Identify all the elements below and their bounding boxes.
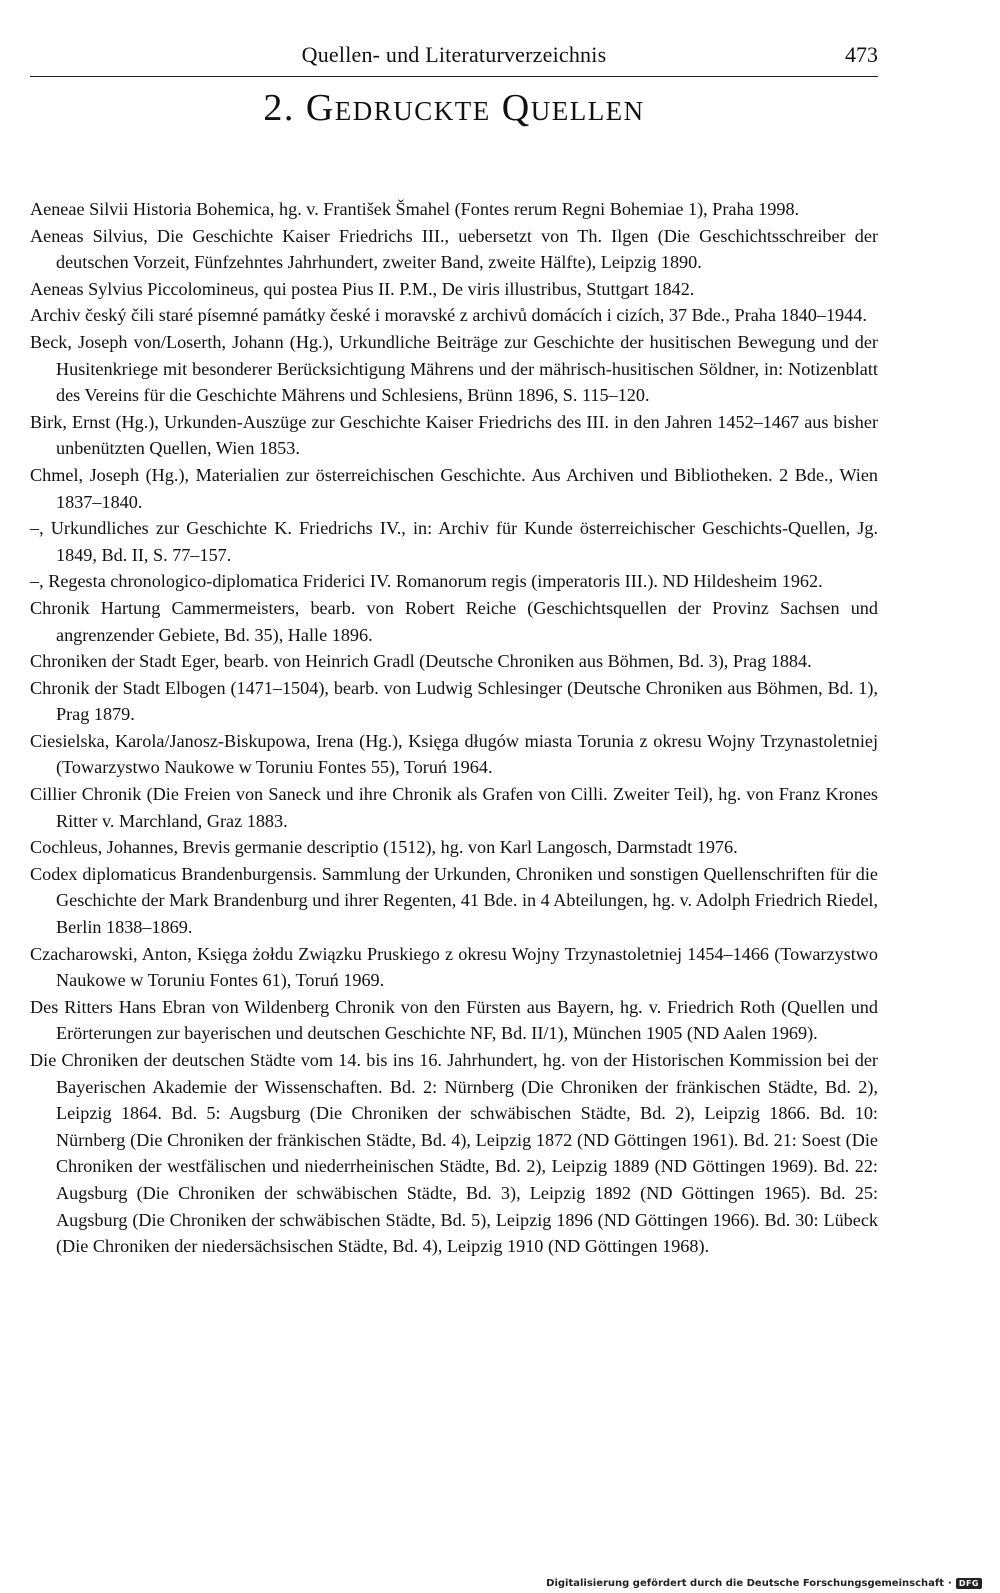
bibliography-entry: Aeneas Silvius, Die Geschichte Kaiser Friedrichs III., uebersetzt von Th. Ilgen (Die Geschichtsschreiber der deutschen Vorzeit, Fünfzehntes Jahrhundert, zweiter Band, zweite Hälfte), Leipzig 1890. (30, 225, 878, 273)
bibliography-entry: Codex diplomaticus Brandenburgensis. Sammlung der Urkunden, Chroniken und sonstigen Quellenschriften für die Geschichte der Mark Brandenburg und ihrer Regenten, 41 Bde. in 4 Abteilungen, hg. v. Adolph Friedrich Riedel, Berlin 1838–1869. (30, 863, 878, 938)
bibliography-entry: –, Regesta chronologico-diplomatica Friderici IV. Romanorum regis (imperatoris III.). ND Hildesheim 1962. (30, 571, 823, 592)
bibliography-entry: Cillier Chronik (Die Freien von Saneck und ihre Chronik als Grafen von Cilli. Zweiter Teil), hg. von Franz Krones Ritter v. Marchland, Graz 1883. (30, 784, 878, 831)
bibliography-entry: Chronik der Stadt Elbogen (1471–1504), bearb. von Ludwig Schlesinger (Deutsche Chroniken aus Böhmen, Bd. 1), Prag 1879. (30, 677, 878, 725)
bibliography-entry: Birk, Ernst (Hg.), Urkunden-Auszüge zur Geschichte Kaiser Friedrichs des III. in den Jahren 1452–1467 aus bisher unbenützten Quellen, Wien 1853. (30, 411, 878, 459)
bibliography-list (30, 196, 878, 1260)
bibliography-entry: Die Chroniken der deutschen Städte vom 14. bis ins 16. Jahrhundert, hg. von der Historischen Kommission bei der Bayerischen Akademie der Wissenschaften. Bd. 2: Nürnberg (Die Chroniken der fränkischen Städte, Bd. 2), Leipzig 1864. Bd. 5: Augsburg (Die Chroniken der schwäbischen Städte, Bd. 2), Leipzig 1866. Bd. 10: Nürnberg (Die Chroniken der fränkischen Städte, Bd. 4), Leipzig 1872 (ND Göttingen 1961). Bd. 21: Soest (Die Chroniken der westfälischen und niederrheinischen Städte, Bd. 2), Leipzig 1889 (ND Göttingen 1969). Bd. 22: Augsburg (Die Chroniken der schwäbischen Städte, Bd. 3), Leipzig 1892 (ND Göttingen 1965). Bd. 25: Augsburg (Die Chroniken der schwäbischen Städte, Bd. 5), Leipzig 1896 (ND Göttingen 1966). Bd. 30: Lübeck (Die Chroniken der niedersächsischen Städte, Bd. 4), Leipzig 1910 (ND Göttingen 1968). (30, 1050, 878, 1257)
page-number: 473 (845, 42, 878, 67)
bibliography-entry: Archiv český čili staré písemné památky české i moravské z archivů domácích i cizích, 37 Bde., Praha 1840–1944. (30, 305, 867, 326)
bibliography-entry: Cochleus, Johannes, Brevis germanie descriptio (1512), hg. von Karl Langosch, Darmstadt 1976. (30, 837, 738, 858)
dfg-logo: DFG (956, 1578, 982, 1589)
bibliography-entry: Des Ritters Hans Ebran von Wildenberg Chronik von den Fürsten aus Bayern, hg. v. Friedrich Roth (Quellen und Erörterungen zur bayerischen und deutschen Geschichte NF, Bd. II/1), München 1905 (ND Aalen 1969). (30, 996, 878, 1044)
footer-text: Digitalisierung gefördert durch die Deutsche Forschungsgemeinschaft (546, 1578, 945, 1589)
running-head (30, 40, 878, 77)
running-head-title: Quellen- und Literaturverzeichnis (301, 42, 607, 67)
bibliography-entry: Chronik Hartung Cammermeisters, bearb. von Robert Reiche (Geschichtsquellen der Provinz Sachsen und angrenzender Gebiete, Bd. 35), Halle 1896. (30, 597, 878, 645)
bibliography-entry: Chroniken der Stadt Eger, bearb. von Heinrich Gradl (Deutsche Chroniken aus Böhmen, Bd. 3), Prag 1884. (30, 651, 812, 672)
digitization-footer: Digitalisierung gefördert durch die Deutsche Forschungsgemeinschaft · DFG (546, 1578, 982, 1589)
bibliography-entry: Czacharowski, Anton, Księga żołdu Związku Pruskiego z okresu Wojny Trzynastoletniej 1454–1466 (Towarzystwo Naukowe w Toruniu Fontes 61), Toruń 1969. (30, 943, 878, 991)
bibliography-entry: Beck, Joseph von/Loserth, Johann (Hg.), Urkundliche Beiträge zur Geschichte der husitischen Bewegung und der Husitenkriege mit besonderer Berücksichtigung Mährens und der mährisch-husitischen Söldner, in: Notizenblatt des Vereins für die Geschichte Mährens und Schlesiens, Brünn 1896, S. 115–120. (30, 331, 878, 406)
bibliography-entry: –, Urkundliches zur Geschichte K. Friedrichs IV., in: Archiv für Kunde österreichischer Geschichts-Quellen, Jg. 1849, Bd. II, S. 77–157. (30, 518, 878, 565)
section-title: 2. Gedruckte Quellen (263, 87, 645, 129)
bibliography-entry: Aeneae Silvii Historia Bohemica, hg. v. František Šmahel (Fontes rerum Regni Bohemiae 1), Praha 1998. (30, 199, 800, 219)
bibliography-entry: Chmel, Joseph (Hg.), Materialien zur österreichischen Geschichte. Aus Archiven und Bibliotheken. 2 Bde., Wien 1837–1840. (30, 464, 878, 512)
bibliography-entry: Aeneas Sylvius Piccolomineus, qui postea Pius II. P.M., De viris illustribus, Stuttgart 1842. (30, 278, 695, 299)
bibliography-entry: Ciesielska, Karola/Janosz-Biskupowa, Irena (Hg.), Księga długów miasta Torunia z okresu Wojny Trzynastoletniej (Towarzystwo Naukowe w Toruniu Fontes 55), Toruń 1964. (30, 730, 878, 778)
